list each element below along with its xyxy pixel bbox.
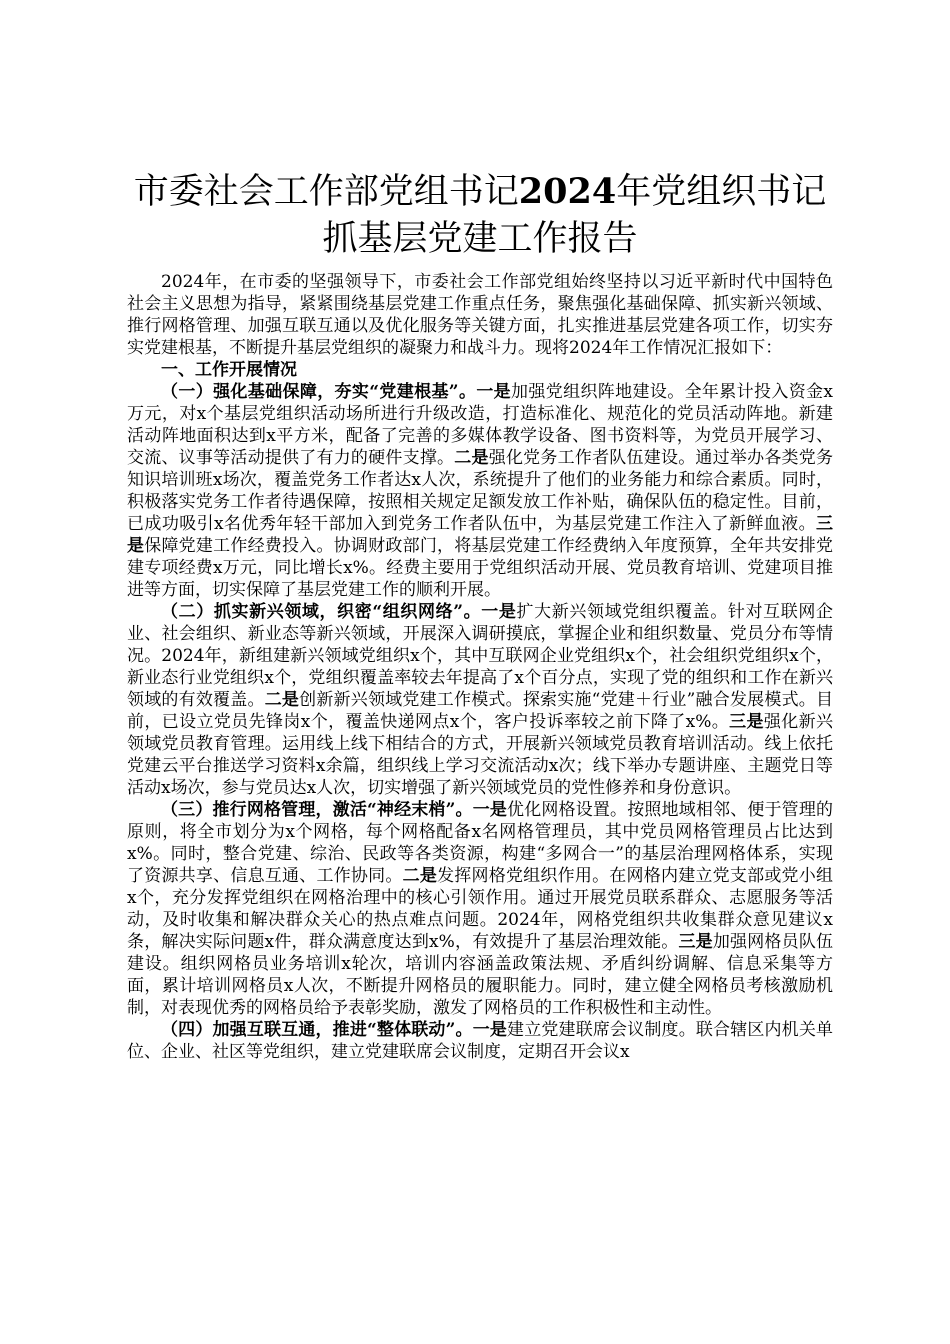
intro-paragraph: 2024年，在市委的坚强领导下，市委社会工作部党组始终坚持以习近平新时代中国特色社会主义思想为指导，紧紧围绕基层党建工作重点任务，聚焦强化基础保障、抓实新兴领域、推行网格管理、加强互联互通以及优化服务等关键方面，扎实推进基层党建各项工作，切实夯实党建根基，不断提升基层党组织的凝聚力和战斗力。现将2024年工作情况汇报如下： [127,272,833,358]
paragraph-3: （三）推行网格管理，激活“神经末梢”。一是优化网格设置。按照地域相邻、便于管理的原则，将全市划分为x个网格，每个网格配备x名网格管理员，其中党员网格管理员占比达到x%。同时，整合党建、综治、民政等各类资源，构建“多网合一”的基层治理网格体系，实现了资源共享、信息互通、工作协同。二是发挥网格党组织作用。在网格内建立党支部或党小组x个，充分发挥党组织在网格治理中的核心引领作用。通过开展党员联系群众、志愿服务等活动，及时收集和解决群众关心的热点难点问题。2024年，网格党组织共收集群众意见建议x条，解决实际问题x件，群众满意度达到x%，有效提升了基层治理效能。三是加强网格员队伍建设。组织网格员业务培训x轮次，培训内容涵盖政策法规、矛盾纠纷调解、信息采集等方面，累计培训网格员x人次，不断提升网格员的履职能力。同时，建立健全网格员考核激励机制，对表现优秀的网格员给予表彰奖励，激发了网格员的工作积极性和主动性。 [127,800,834,1018]
paragraph-1-heading: （一）强化基础保障，夯实“党建根基”。 [161,382,477,402]
paragraph-4: （四）加强互联互通，推进“整体联动”。一是建立党建联席会议制度。联合辖区内机关单位、企业、社区等党组织，建立党建联席会议制度，定期召开会议x [127,1020,834,1062]
paragraph-3-heading: （三）推行网格管理，激活“神经末梢”。 [161,800,473,820]
title-line-1: 市委社会工作部党组书记2024年党组织书记 [133,171,827,212]
paragraph-4-heading: （四）加强互联互通，推进“整体联动”。 [161,1020,473,1040]
document-title [127,168,833,263]
section-heading-1: 一、工作开展情况 [161,360,297,380]
paragraph-2-heading: （二）抓实新兴领域，织密“组织网络”。 [161,602,482,622]
document-page [127,168,833,1063]
title-line-2: 抓基层党建工作报告 [322,219,638,259]
paragraph-1: （一）强化基础保障，夯实“党建根基”。一是加强党组织阵地建设。全年累计投入资金x万元，对x个基层党组织活动场所进行升级改造，打造标准化、规范化的党员活动阵地。新建活动阵地面积达到x平方米，配备了完善的多媒体教学设备、图书资料等，为党员开展学习、交流、议事等活动提供了有力的硬件支撑。二是强化党务工作者队伍建设。通过举办各类党务知识培训班x场次，覆盖党务工作者达x人次，系统提升了他们的业务能力和综合素质。同时，积极落实党务工作者待遇保障，按照相关规定足额发放工作补贴，确保队伍的稳定性。目前，已成功吸引x名优秀年轻干部加入到党务工作者队伍中，为基层党建工作注入了新鲜血液。三是保障党建工作经费投入。协调财政部门，将基层党建工作经费纳入年度预算，全年共安排党建专项经费x万元，同比增长x%。经费主要用于党组织活动开展、党员教育培训、党建项目推进等方面，切实保障了基层党建工作的顺利开展。 [127,382,834,600]
paragraph-2: （二）抓实新兴领域，织密“组织网络”。一是扩大新兴领域党组织覆盖。针对互联网企业、社会组织、新业态等新兴领域，开展深入调研摸底，掌握企业和组织数量、党员分布等情况。2024年，新组建新兴领域党组织x个，其中互联网企业党组织x个，社会组织党组织x个，新业态行业党组织x个，党组织覆盖率较去年提高了x个百分点，实现了党的组织和工作在新兴领域的有效覆盖。二是创新新兴领域党建工作模式。探索实施“党建＋行业”融合发展模式。目前，已设立党员先锋岗x个，覆盖快递网点x个，客户投诉率较之前下降了x%。三是强化新兴领域党员教育管理。运用线上线下相结合的方式，开展新兴领域党员教育培训活动。线上依托党建云平台推送学习资料x余篇，组织线上学习交流活动x次；线下举办专题讲座、主题党日等活动x场次，参与党员达x人次，切实增强了新兴领域党员的党性修养和身份意识。 [127,602,834,798]
